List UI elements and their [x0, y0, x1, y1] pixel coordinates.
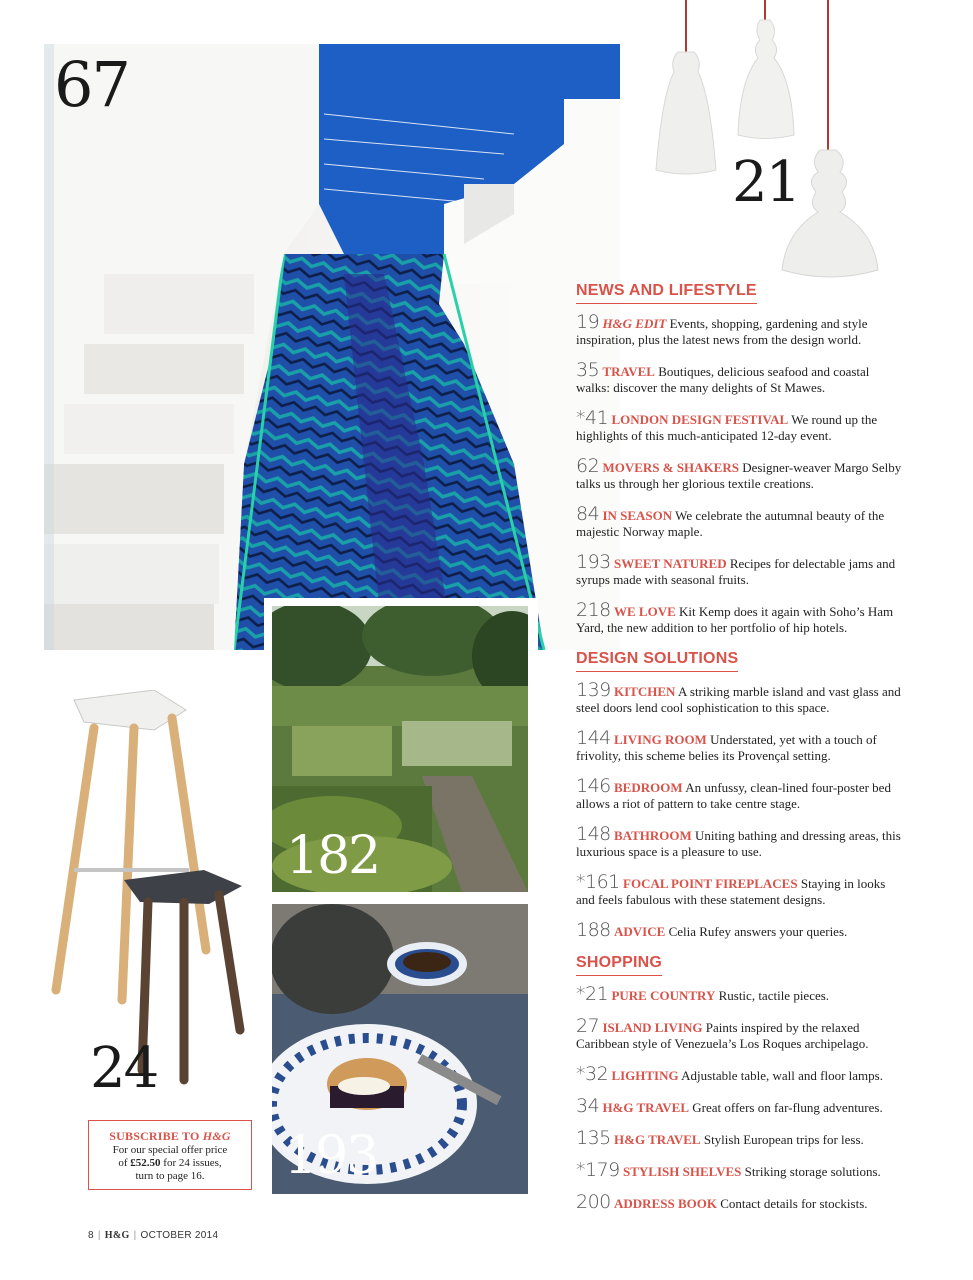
- subscribe-line2: of £52.50 for 24 issues,: [118, 1157, 222, 1169]
- footer-page-number: 8: [88, 1230, 94, 1241]
- toc-section: [576, 282, 906, 636]
- pendant-lamps-illustration: [640, 0, 900, 290]
- toc-entry[interactable]: [576, 599, 906, 636]
- toc-entry[interactable]: [576, 455, 906, 492]
- toc-entry[interactable]: [576, 983, 906, 1005]
- section-title: NEWS AND LIFESTYLE: [576, 282, 757, 304]
- garden-page-number: 182: [286, 826, 380, 886]
- entry-page-number: *41: [576, 407, 609, 429]
- entry-heading: PURE COUNTRY: [611, 988, 716, 1003]
- entry-description: We celebrate the autumnal beauty of the majestic Norway maple.: [576, 508, 885, 539]
- entry-heading: LIVING ROOM: [614, 732, 707, 747]
- garden-image: [272, 606, 528, 892]
- entry-page-number: 144: [576, 727, 611, 749]
- entry-heading: MOVERS & SHAKERS: [602, 460, 739, 475]
- entry-page-number: 148: [576, 823, 611, 845]
- section-title: SHOPPING: [576, 954, 662, 976]
- entry-description: We round up the highlights of this much-anticipated 12-day event.: [576, 412, 878, 443]
- entry-heading: FOCAL POINT FIREPLACES: [623, 876, 798, 891]
- subscribe-line3: turn to page 16.: [135, 1170, 205, 1182]
- entry-description: Boutiques, delicious seafood and coastal walks: discover the many delights of St Mawes.: [576, 364, 870, 395]
- toc-entry[interactable]: [576, 503, 906, 540]
- toc-entry[interactable]: [576, 727, 906, 764]
- entry-heading: H&G TRAVEL: [602, 1100, 690, 1115]
- entry-heading: LIGHTING: [611, 1068, 679, 1083]
- entry-page-number: 135: [576, 1127, 611, 1149]
- entry-page-number: 34: [576, 1095, 600, 1117]
- hero-page-number: 67: [54, 48, 129, 121]
- stairs-illustration: [44, 44, 620, 650]
- toc-entry[interactable]: [576, 1095, 906, 1117]
- toc-section: [576, 650, 906, 940]
- entry-page-number: 84: [576, 503, 600, 525]
- hero-image-stairs: [44, 44, 620, 650]
- entry-description: Designer-weaver Margo Selby talks us through her glorious textile creations.: [576, 460, 902, 491]
- toc-entry[interactable]: [576, 1015, 906, 1052]
- entry-heading: IN SEASON: [602, 508, 673, 523]
- toc-entry[interactable]: [576, 871, 906, 908]
- entry-heading: SWEET NATURED: [614, 556, 727, 571]
- entry-heading: LONDON DESIGN FESTIVAL: [611, 412, 789, 427]
- entry-page-number: 27: [576, 1015, 600, 1037]
- entry-description: Striking storage solutions.: [744, 1164, 881, 1179]
- entry-description: Rustic, tactile pieces.: [718, 988, 830, 1003]
- entry-heading: KITCHEN: [614, 684, 676, 699]
- subscribe-box[interactable]: [88, 1120, 252, 1190]
- entry-page-number: *21: [576, 983, 609, 1005]
- entry-description: Adjustable table, wall and floor lamps.: [681, 1068, 883, 1083]
- footer-brand: H&G: [104, 1230, 130, 1241]
- entry-description: Stylish European trips for less.: [703, 1132, 864, 1147]
- entry-description: Recipes for delectable jams and syrups made with seasonal fruits.: [576, 556, 896, 587]
- toc-entry[interactable]: [576, 359, 906, 396]
- stool-page-number: 24: [90, 1036, 158, 1101]
- toc-entry[interactable]: [576, 1159, 906, 1181]
- entry-description: Great offers on far-flung adventures.: [692, 1100, 883, 1115]
- stools-illustration: [44, 690, 254, 1090]
- entry-heading: H&G TRAVEL: [614, 1132, 701, 1147]
- entry-heading: BEDROOM: [614, 780, 683, 795]
- toc-entry[interactable]: [576, 1127, 906, 1149]
- toc-entry[interactable]: [576, 1191, 906, 1213]
- entry-heading: WE LOVE: [614, 604, 676, 619]
- entry-page-number: 218: [576, 599, 611, 621]
- toc-entry[interactable]: [576, 407, 906, 444]
- entry-description: An unfussy, clean-lined four-poster bed allows a riot of pattern to take centre stage.: [576, 780, 891, 811]
- entry-description: Understated, yet with a touch of frivolity, this scheme belies its Provençal setting.: [576, 732, 877, 763]
- entry-description: Uniting bathing and dressing areas, this luxurious space is a pleasure to use.: [576, 828, 901, 859]
- toc-entry[interactable]: [576, 1063, 906, 1085]
- entry-description: A striking marble island and vast glass and steel doors lend cool sophistication to this space.: [576, 684, 901, 715]
- entry-description: Events, shopping, gardening and style inspiration, plus the latest news from the design world.: [576, 316, 868, 347]
- entry-page-number: *161: [576, 871, 620, 893]
- toc-entry[interactable]: [576, 311, 906, 348]
- subscribe-brand: H&G: [202, 1129, 231, 1143]
- entry-page-number: 193: [576, 551, 611, 573]
- entry-heading: ISLAND LIVING: [602, 1020, 703, 1035]
- entry-page-number: *179: [576, 1159, 620, 1181]
- lamps-page-number: 21: [732, 150, 800, 215]
- entry-heading: STYLISH SHELVES: [623, 1164, 742, 1179]
- entry-page-number: 139: [576, 679, 611, 701]
- entry-description: Celia Rufey answers your queries.: [668, 924, 848, 939]
- entry-description: Staying in looks and feels fabulous with these statement designs.: [576, 876, 886, 907]
- stools-image: [44, 690, 254, 1090]
- entry-page-number: 188: [576, 919, 611, 941]
- entry-heading: H&G EDIT: [602, 316, 667, 331]
- tea-page-number: 193: [284, 1126, 378, 1186]
- entry-heading: ADDRESS BOOK: [614, 1196, 717, 1211]
- footer-issue: OCTOBER 2014: [140, 1230, 219, 1241]
- entry-page-number: 35: [576, 359, 600, 381]
- table-of-contents: [576, 282, 906, 1226]
- subscribe-title: SUBSCRIBE TO H&G: [109, 1129, 231, 1143]
- entry-page-number: 200: [576, 1191, 611, 1213]
- toc-entry[interactable]: [576, 919, 906, 941]
- toc-entry[interactable]: [576, 823, 906, 860]
- section-title: DESIGN SOLUTIONS: [576, 650, 738, 672]
- entry-description: Contact details for stockists.: [720, 1196, 868, 1211]
- entry-page-number: 19: [576, 311, 600, 333]
- entry-page-number: 62: [576, 455, 600, 477]
- page-footer: 8 | H&G | OCTOBER 2014: [88, 1230, 219, 1241]
- entry-page-number: *32: [576, 1063, 609, 1085]
- entry-description: Paints inspired by the relaxed Caribbean style of Venezuela’s Los Roques archipelago.: [576, 1020, 869, 1051]
- entry-heading: TRAVEL: [602, 364, 655, 379]
- entry-page-number: 146: [576, 775, 611, 797]
- entry-heading: BATHROOM: [614, 828, 692, 843]
- toc-entry[interactable]: [576, 775, 906, 812]
- scone-teapot-image: [272, 904, 528, 1194]
- pendant-lamps-image: [640, 0, 900, 290]
- entry-description: Kit Kemp does it again with Soho’s Ham Yard, the new addition to her portfolio of hip hotels.: [576, 604, 894, 635]
- entry-heading: ADVICE: [614, 924, 666, 939]
- toc-section: [576, 954, 906, 1212]
- subscribe-line1: For our special offer price: [112, 1144, 228, 1156]
- toc-entry[interactable]: [576, 679, 906, 716]
- garden-image-frame: [264, 598, 538, 900]
- toc-entry[interactable]: [576, 551, 906, 588]
- subscribe-price: £52.50: [130, 1157, 161, 1169]
